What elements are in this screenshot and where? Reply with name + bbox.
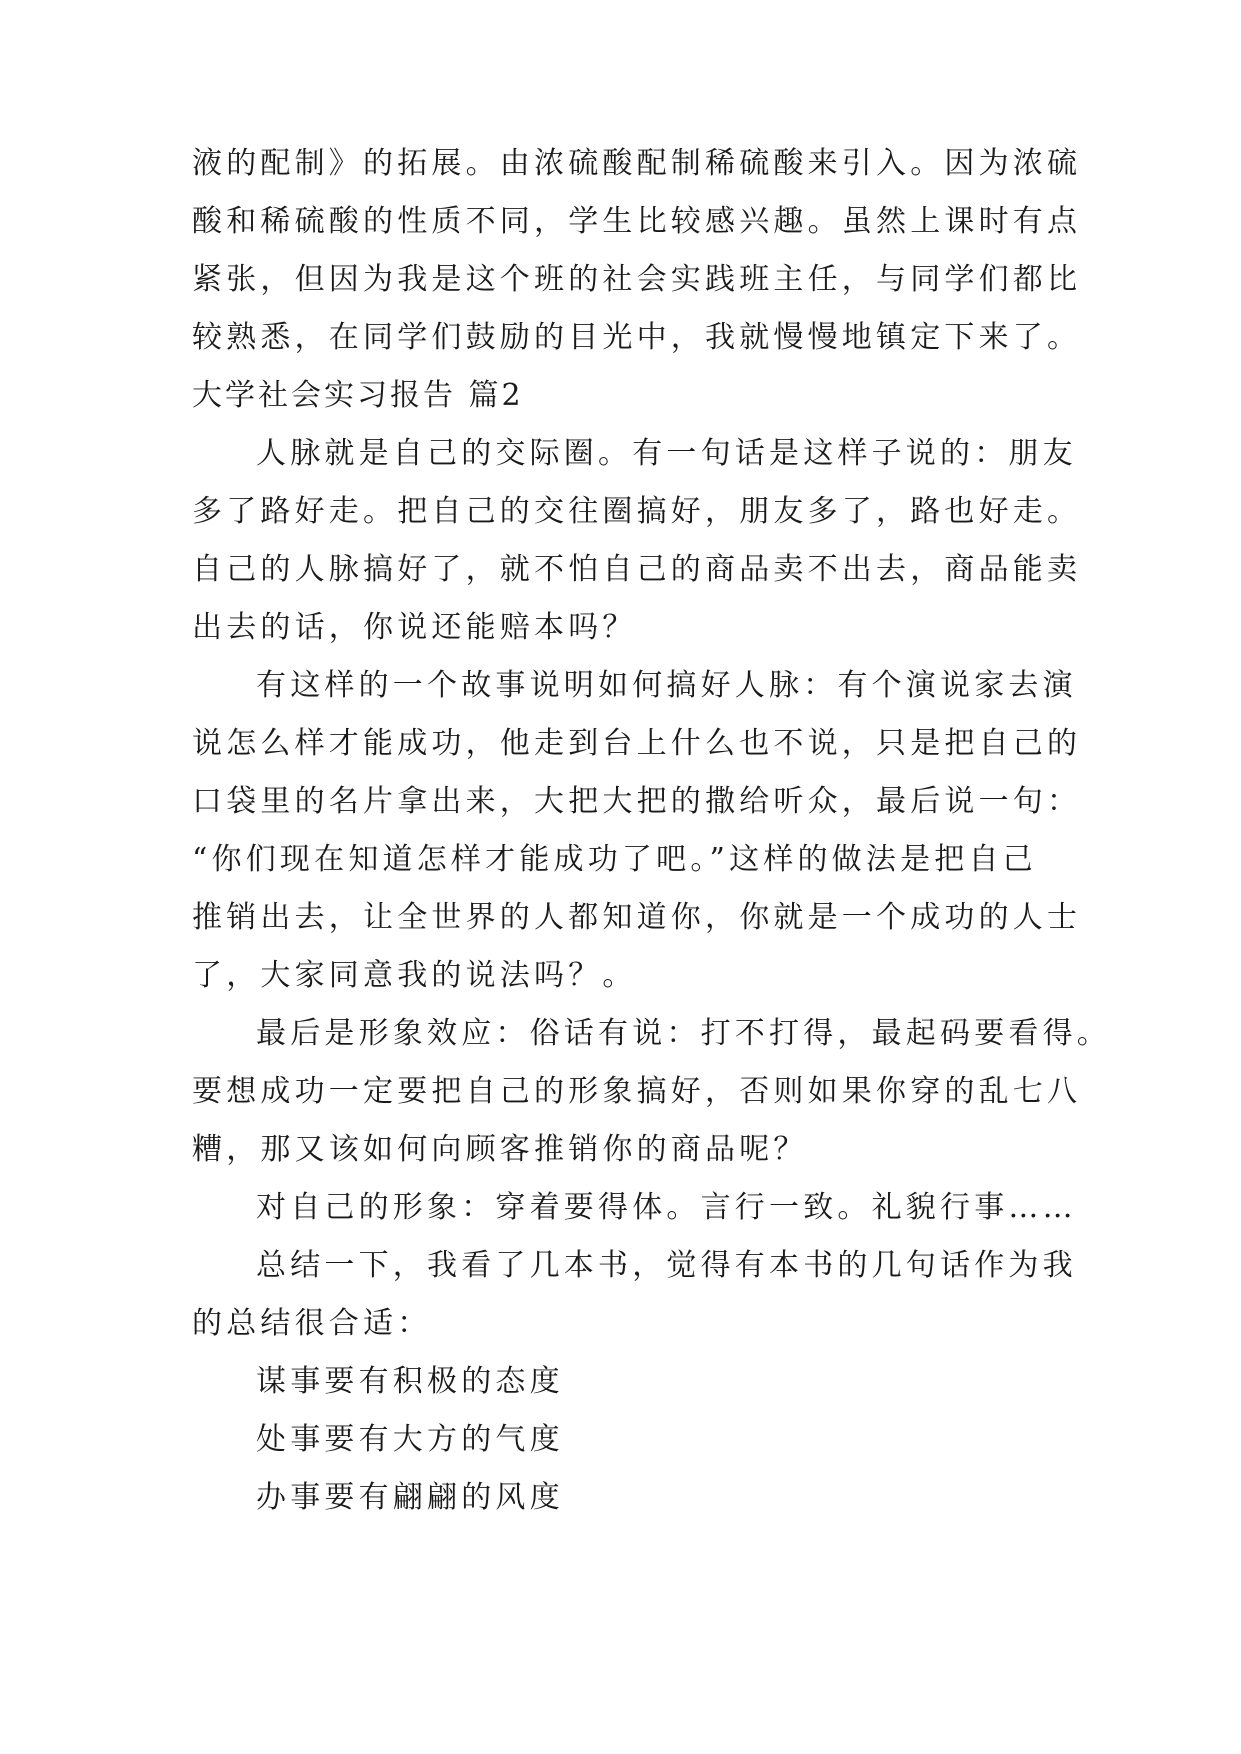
paragraph-line: 多了路好走。把自己的交往圈搞好，朋友多了，路也好走。 <box>192 494 1082 529</box>
paragraph-line: 了，大家同意我的说法吗？。 <box>192 958 637 993</box>
document-body <box>192 135 1111 1527</box>
paragraph-line: 对自己的形象：穿着要得体。言行一致。礼貌行事…… <box>256 1190 1077 1225</box>
paragraph-line: 液的配制》的拓展。由浓硫酸配制稀硫酸来引入。因为浓硫 <box>192 146 1082 181</box>
paragraph-line: 有这样的一个故事说明如何搞好人脉：有个演说家去演 <box>256 668 1077 703</box>
section-heading: 大学社会实习报告 篇2 <box>192 378 524 413</box>
paragraph-line: “你们现在知道怎样才能成功了吧。”这样的做法是把自己 <box>192 842 1037 877</box>
paragraph-line: 口袋里的名片拿出来，大把大把的撒给听众，最后说一句： <box>192 784 1082 819</box>
list-item: 办事要有翩翩的风度 <box>256 1480 564 1515</box>
paragraph-line: 自己的人脉搞好了，就不怕自己的商品卖不出去，商品能卖 <box>192 552 1082 587</box>
paragraph-line: 糟，那又该如何向顾客推销你的商品呢？ <box>192 1132 808 1167</box>
paragraph-line: 酸和稀硫酸的性质不同，学生比较感兴趣。虽然上课时有点 <box>192 204 1082 239</box>
paragraph-line: 最后是形象效应：俗话有说：打不打得，最起码要看得。 <box>256 1016 1111 1051</box>
paragraph-line: 说怎么样才能成功，他走到台上什么也不说，只是把自己的 <box>192 726 1082 761</box>
list-item: 处事要有大方的气度 <box>256 1422 564 1457</box>
paragraph-line: 较熟悉，在同学们鼓励的目光中，我就慢慢地镇定下来了。 <box>192 320 1082 355</box>
paragraph-line: 紧张，但因为我是这个班的社会实践班主任，与同学们都比 <box>192 262 1082 297</box>
paragraph-line: 的总结很合适： <box>192 1306 432 1341</box>
paragraph-line: 人脉就是自己的交际圈。有一句话是这样子说的：朋友 <box>256 436 1077 471</box>
paragraph-line: 推销出去，让全世界的人都知道你，你就是一个成功的人士 <box>192 900 1082 935</box>
paragraph-line: 出去的话，你说还能赔本吗？ <box>192 610 637 645</box>
paragraph-line: 要想成功一定要把自己的形象搞好，否则如果你穿的乱七八 <box>192 1074 1082 1109</box>
paragraph-line: 总结一下，我看了几本书，觉得有本书的几句话作为我 <box>256 1248 1077 1283</box>
list-item: 谋事要有积极的态度 <box>256 1364 564 1399</box>
